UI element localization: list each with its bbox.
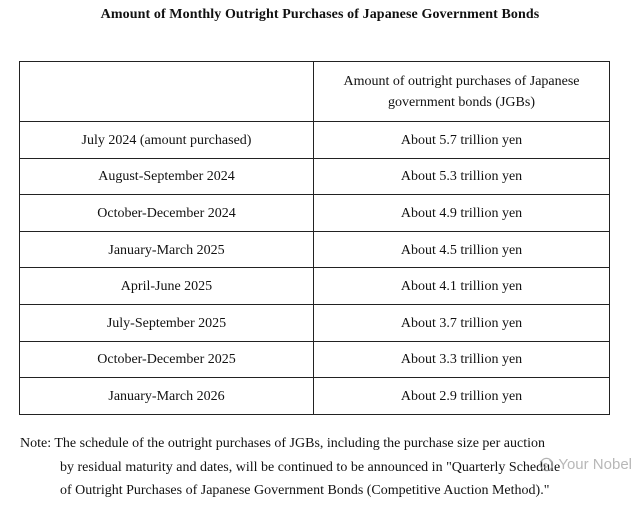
table-header-row	[20, 62, 610, 122]
table-row	[20, 122, 610, 159]
period-cell: July 2024 (amount purchased)	[20, 122, 314, 159]
table-row	[20, 231, 610, 268]
header-amount-label: Amount of outright purchases of Japanese government bonds (JGBs)	[343, 73, 580, 110]
table-row	[20, 304, 610, 341]
period-cell: July-September 2025	[20, 304, 314, 341]
table-row	[20, 378, 610, 415]
footnote-line: of Outright Purchases of Japanese Government Bonds (Competitive Auction Method)."	[60, 483, 550, 498]
amount-cell: About 3.3 trillion yen	[314, 341, 610, 378]
watermark	[539, 456, 632, 473]
table-row	[20, 195, 610, 232]
table-row	[20, 268, 610, 305]
jgb-purchase-table	[19, 61, 610, 415]
period-cell: August-September 2024	[20, 158, 314, 195]
amount-cell: About 3.7 trillion yen	[314, 304, 610, 341]
amount-cell: About 4.1 trillion yen	[314, 268, 610, 305]
table-row	[20, 158, 610, 195]
amount-cell: About 2.9 trillion yen	[314, 378, 610, 415]
amount-cell: About 5.7 trillion yen	[314, 122, 610, 159]
footnote-line: by residual maturity and dates, will be continued to be announced in "Quarterly Schedule	[60, 459, 561, 475]
period-cell: January-March 2025	[20, 231, 314, 268]
footnote-line: Note: The schedule of the outright purchases of JGBs, including the purchase size per auction	[20, 436, 545, 451]
period-cell: October-December 2025	[20, 341, 314, 378]
period-cell: April-June 2025	[20, 268, 314, 305]
header-period-cell	[20, 62, 314, 122]
header-amount-cell	[314, 62, 610, 122]
amount-cell: About 4.9 trillion yen	[314, 195, 610, 232]
period-cell: January-March 2026	[20, 378, 314, 415]
weibo-logo-icon	[539, 457, 554, 472]
table-row	[20, 341, 610, 378]
amount-cell: About 4.5 trillion yen	[314, 231, 610, 268]
document-title: Amount of Monthly Outright Purchases of Japanese Government Bonds	[100, 7, 540, 22]
amount-cell: About 5.3 trillion yen	[314, 158, 610, 195]
period-cell: October-December 2024	[20, 195, 314, 232]
watermark-text: Your Nobel	[558, 456, 632, 473]
